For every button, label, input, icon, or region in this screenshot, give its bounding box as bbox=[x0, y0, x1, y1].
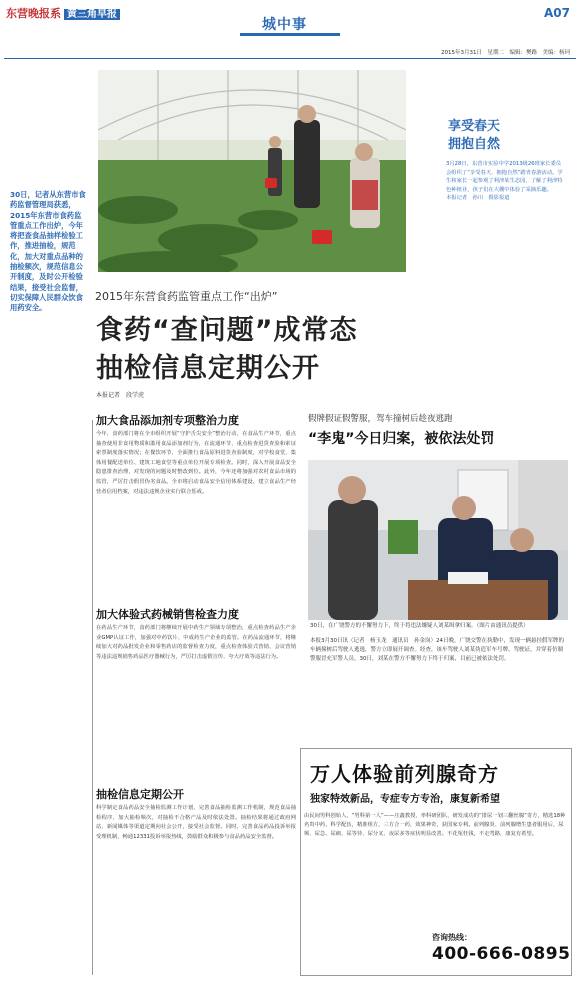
ad-title: 万人体验前列腺奇方 bbox=[310, 762, 499, 786]
section-heading-additives: 加大食品添加剂专项整治力度 bbox=[96, 414, 239, 427]
police-photo bbox=[308, 460, 568, 620]
section-heading-drug-sales: 加大体验式药械销售检查力度 bbox=[96, 608, 239, 621]
lead-summary: 30日，记者从东营市食药监督管理局获悉，2015年东营市食药监管重点工作出炉，今年将把查食品抽样检验工作，推进抽检，规范化，加大对重点品种的抽检频次，规范信息公开制度，及时公开检验结果，接受社会监督，切实保障人民群众饮食用药安全。 bbox=[10, 190, 86, 313]
photo-story-title-line1: 享受春天 bbox=[448, 119, 501, 134]
page-header bbox=[0, 0, 580, 44]
ad-phone-number: 400-666-0895 bbox=[432, 944, 571, 964]
section-text-drug-sales: 在药品生产环节，食药部门将继续开展中药生产领域专项整治，重点检查药品生产企业GMP认证工作，加强对中药饮片、中成药生产企业的监管。在药品流通环节，将继续加大对药品批发企业和零售药店的监督检查力度，重点检查体验式营销、会议营销等违法违规销售药品医疗器械行为，严厉打击虚假宣传、夸大疗效等违法行为。 bbox=[96, 625, 296, 660]
photo-story-title-line2: 拥抱自然 bbox=[448, 137, 501, 152]
ad-subtitle: 独家特效新品，专症专方专治，康复新希望 bbox=[310, 794, 500, 805]
brand-name: 东营晚报系 bbox=[6, 7, 61, 20]
news-body: 本报3月30日讯（记者 杨玉龙 通讯员 孙金岗）24日晚，广饶交警在执勤中，发现一辆悬挂假军牌的车辆撞树后驾驶人逃逸，警方立即展开调查。经查，该车驾驶人刘某伪造军车号牌、驾驶证，并穿着仿制警服冒充军警人员。30日，刘某在警方不懈努力下终于归案，目前已被依法处罚。 bbox=[310, 638, 564, 662]
main-headline-line1: 食药“查问题”成常态 bbox=[96, 315, 358, 346]
photo-story-credit: 本报记者 孙川 摄影报道 bbox=[446, 195, 510, 202]
ad-phone-label: 咨询热线： bbox=[432, 933, 472, 942]
ad-body: 由民间男科创始人，“男科第一人”——庄鑫教授，率科研团队，研发成功的“排尿一划三翻丝腺”奇方，精选18种名贵中药，科学配伍，精准组方，三方合一药，效果神奇，获国家专利。前列腺炎、前列腺增生患者服用后，尿频、尿急、尿痛、尿等待、尿分叉、夜尿多等症状明显改善。不花冤枉钱，不走弯路，康复有希望。 bbox=[304, 813, 566, 837]
news-caption-text: 30日，在广饶警方的不懈努力下，终于将违法嫌疑人刘某缉拿归案。（图片由通讯员提供） bbox=[310, 623, 529, 629]
main-kicker: 2015年东营食药监管重点工作“出炉” bbox=[95, 290, 278, 303]
photo-story-title bbox=[448, 118, 558, 154]
greenhouse-photo bbox=[98, 70, 406, 272]
page-number: A07 bbox=[544, 6, 570, 20]
brand-tag: 黄三角早报 bbox=[64, 9, 120, 20]
main-headline-line2: 抽检信息定期公开 bbox=[96, 353, 320, 384]
news-title: “李鬼”今日归案，被依法处罚 bbox=[308, 431, 495, 447]
section-text-disclosure: 科学制定食品药品安全抽检监测工作计划，完善食品抽检监测工作机制，规范食品抽检程序，加大抽检频次，对抽检不合格产品及时依法处置。抽检结果将通过政府网站、新闻媒体等渠道定期向社会公开，接受社会监督。同时，完善食品药品投诉举报受理机制，畅通12331投诉举报热线，鼓励群众积极参与食品药品安全监督。 bbox=[96, 805, 296, 840]
news-photo-caption bbox=[310, 622, 568, 664]
main-byline: 本报记者 段学虎 bbox=[96, 392, 145, 399]
section-title: 城中事 bbox=[262, 17, 307, 33]
section-heading-disclosure: 抽检信息定期公开 bbox=[96, 788, 184, 801]
dateline: 2015年3月31日 星期二 编辑：樊路 美编：杨珂 bbox=[441, 50, 570, 56]
photo-story-body bbox=[446, 160, 564, 203]
column-divider bbox=[92, 420, 93, 975]
section-text-additives: 今年，食药部门将在全市组织开展“守护舌尖安全”整治行动，在食品生产环节，重点抽查使用非食用物质和滥用食品添加剂行为，在流通环节，重点检查进货查验和索证索票制度落实情况；在餐饮环节，全面推行食品原料进货查验制度，对学校食堂、集体用餐配送单位、建筑工地食堂等重点单位开展专项检查。同时，深入开展食品安全隐患排查治理，对发现的问题及时整改到位。此外，今年还将加强对农村食品市场的监管，严厉打击假冒伪劣食品。全市将启动食品安全信用体系建设，建立食品生产经营者信用档案，对违法违规企业实行联合惩戒。 bbox=[96, 431, 296, 495]
header-rule bbox=[4, 58, 576, 59]
newspaper-brand bbox=[6, 5, 120, 21]
photo-story-text: 3月28日，东营市实验中学2013级26班家长委员会组织了“享受春天、拥抱自然”踏青春游活动。学生和家长一起参观了利津某生态园，了解了利津特色种植业，孩子们在大棚中体验了采摘乐趣。 bbox=[446, 161, 563, 193]
news-kicker: 假牌假证假警服，驾车撞树后趁夜逃跑 bbox=[308, 414, 453, 424]
